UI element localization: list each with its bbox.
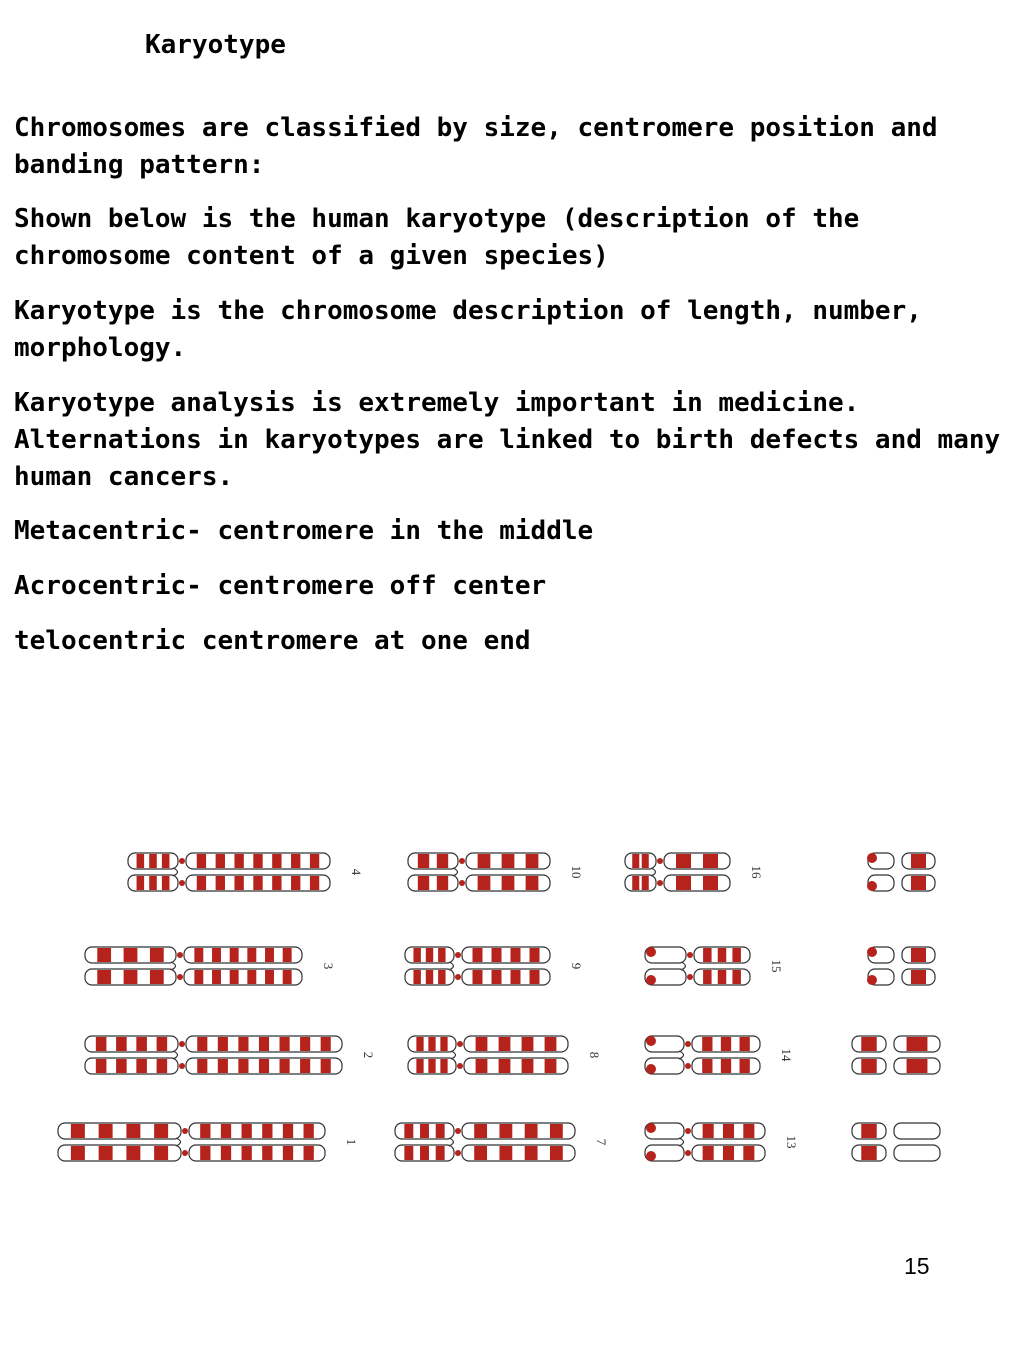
chromosome-label-8: 8 <box>587 1051 602 1059</box>
small-chromosome-pair <box>852 1123 940 1161</box>
small-chromosome-pair <box>852 1036 940 1074</box>
chromosome-label-3: 3 <box>321 962 336 970</box>
chromosome-pair-14 <box>645 1036 760 1074</box>
chromosome-pair-3 <box>85 947 302 985</box>
paragraph-human-karyotype: Shown below is the human karyotype (description of the chromosome content of a given species) <box>14 204 860 271</box>
chromosome-label-7: 7 <box>594 1138 609 1146</box>
chromosome-label-9: 9 <box>569 962 584 970</box>
chromosome-pair-4 <box>128 853 330 891</box>
chromosome-pair-1 <box>58 1123 325 1161</box>
chromosome-pair-15 <box>645 947 750 985</box>
chromosome-label-10: 10 <box>569 865 584 879</box>
chromosome-label-2: 2 <box>361 1051 376 1059</box>
chromosome-pair-10 <box>408 853 550 891</box>
paragraph-metacentric: Metacentric- centromere in the middle <box>14 516 594 546</box>
chromosome-pair-8 <box>408 1036 568 1074</box>
chromosome-pair-7 <box>395 1123 575 1161</box>
paragraph-karyotype-analysis: Karyotype analysis is extremely important in medicine. Alternations in karyotypes are linked to birth defects and many human cancers. <box>14 388 1001 492</box>
paragraph-telocentric: telocentric centromere at one end <box>14 626 531 656</box>
small-chromosome-pair <box>867 947 935 985</box>
chromosome-pair-2 <box>85 1036 342 1074</box>
paragraph-acrocentric: Acrocentric- centromere off center <box>14 571 547 601</box>
chromosome-label-13: 13 <box>784 1135 799 1149</box>
page-number: 15 <box>904 1253 930 1279</box>
chromosome-pair-13 <box>645 1123 765 1161</box>
chromosome-label-14: 14 <box>779 1048 794 1062</box>
chromosome-label-4: 4 <box>349 868 364 876</box>
chromosome-label-15: 15 <box>769 959 784 973</box>
slide-title: Karyotype <box>145 30 286 60</box>
chromosome-label-1: 1 <box>344 1138 359 1146</box>
chromosome-pair-16 <box>625 853 730 891</box>
paragraph-karyotype-definition: Karyotype is the chromosome description of length, number, morphology. <box>14 296 922 363</box>
small-chromosome-pair <box>867 853 935 891</box>
chromosome-pair-9 <box>405 947 550 985</box>
karyotype-figure <box>0 820 1024 1210</box>
paragraph-classification: Chromosomes are classified by size, centromere position and banding pattern: <box>14 113 938 180</box>
chromosome-label-16: 16 <box>749 865 764 879</box>
